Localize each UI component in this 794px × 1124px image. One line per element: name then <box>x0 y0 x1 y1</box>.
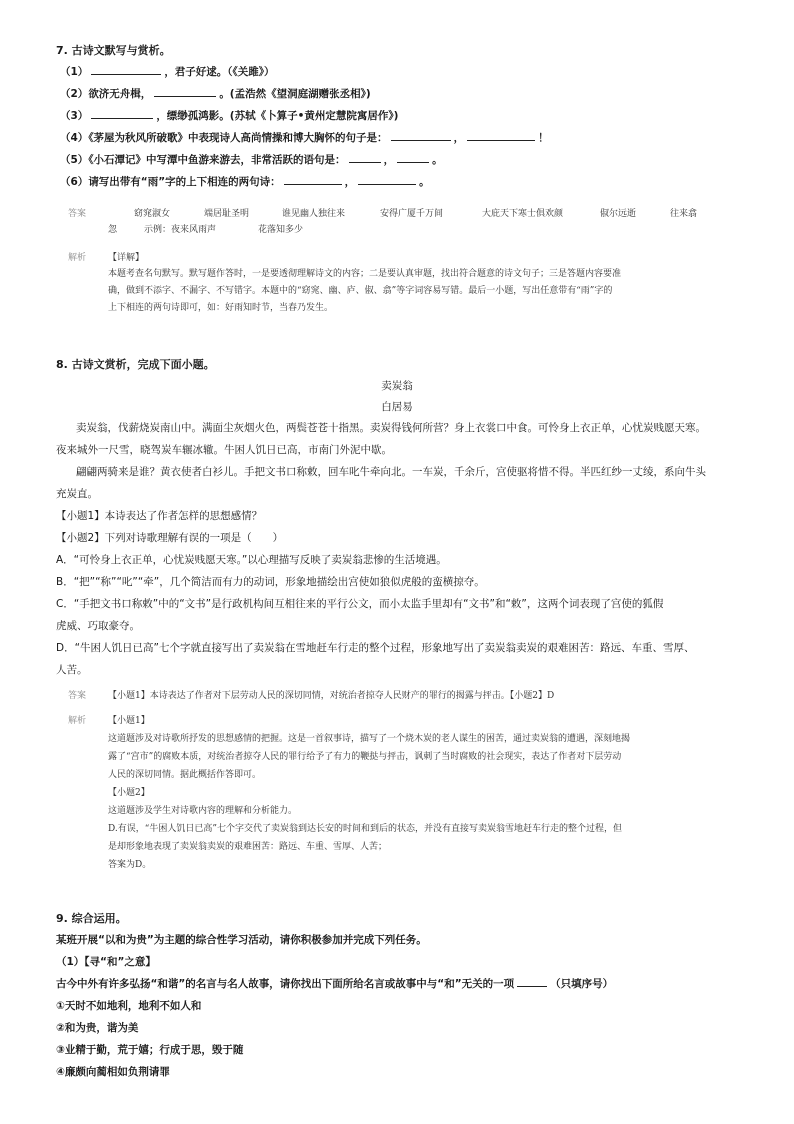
q7-item-4-mid: ， <box>453 132 465 144</box>
q7-item-4-before: 《茅屋为秋风所破歌》中表现诗人高尚情操和博大胸怀的句子是： <box>88 132 388 144</box>
q7-analysis-head: 【详解】 <box>108 253 145 263</box>
q7-item-6-mid: ， <box>344 176 356 188</box>
q7-item-5-after: 。 <box>432 154 443 166</box>
q7-answer-label: 答案 <box>68 209 87 219</box>
q7-item-4-blank-2[interactable] <box>467 130 535 141</box>
q7-item-6-blank-1[interactable] <box>284 174 342 185</box>
q7-answer-2: 谁见幽人独往来 <box>282 209 346 219</box>
q7-item-5-mid: ， <box>383 154 395 166</box>
q8-subquestion-1: 【小题1】本诗表达了作者怎样的思想感情？ <box>56 510 263 522</box>
q9-title: 9. 综合运用。 <box>56 912 127 925</box>
q7-item-6-blank-2[interactable] <box>358 174 416 185</box>
q9-option-4: ④廉颇向蔺相如负荆请罪 <box>56 1066 170 1078</box>
q7-item-5-blank-2[interactable] <box>397 152 429 163</box>
q7-title: 7. 古诗文默写与赏析。 <box>56 44 171 57</box>
q8-option-c[interactable]: C．“手把文书口称敕”中的“文书”是行政机构间互相往来的平行公文，而小太监手里却有“文书”和“敕”，这两个词表现了宫使的狐假 <box>56 598 664 610</box>
q7-item-2 <box>60 86 371 101</box>
q7-item-6-num: （6） <box>60 176 89 188</box>
q7-analysis-line-2: 确，做到不添字、不漏字、不写错字。本题中的“窈窕、幽、庐、俶、翕”等字词容易写错。最后一小题，写出任意带有“雨”字的 <box>108 286 613 296</box>
q8-poem-line-1: 卖炭翁，伐薪烧炭南山中。满面尘灰烟火色，两鬓苍苍十指黑。卖炭得钱何所营？身上衣裳口中食。可怜身上衣正单，心忧炭贱愿天寒。 <box>76 422 706 434</box>
q8-analysis-line-8: 是却形象地表现了卖炭翁卖炭的艰难困苦：路远、车重、雪厚、人苦； <box>108 842 388 852</box>
q9-prompt <box>56 976 613 991</box>
q7-item-1 <box>60 64 275 79</box>
q8-analysis-line-9: 答案为D。 <box>108 860 152 870</box>
q7-item-4-after: ！ <box>538 132 549 144</box>
q7-answer-0: 窈窕淑女 <box>134 209 171 219</box>
q7-analysis-line-3: 上下相连的两句诗即可，如：好雨知时节，当春乃发生。 <box>108 303 334 313</box>
q9-option-3: ③业精于勤，荒于嬉；行成于思，毁于随 <box>56 1044 244 1056</box>
q7-item-3-blank[interactable] <box>91 108 153 119</box>
q7-answer-7: 忽 <box>108 225 118 235</box>
q8-analysis-line-2: 这道题涉及对诗歌所抒发的思想感情的把握。这是一首叙事诗，描写了一个烧木炭的老人谋生的困苦，通过卖炭翁的遭遇，深刻地揭 <box>108 734 631 744</box>
q7-item-1-blank[interactable] <box>91 64 161 75</box>
q7-item-5-blank-1[interactable] <box>349 152 381 163</box>
q8-option-a[interactable]: A．“可怜身上衣正单，心忧炭贱愿天寒。”以心理描写反映了卖炭翁悲惨的生活境遇。 <box>56 554 447 566</box>
q8-analysis-line-1: 【小题1】 <box>108 716 150 726</box>
q9-prompt-before: 古今中外有许多弘扬“和谐”的名言与名人故事，请你找出下面所给名言或故事中与“和”无关的一项 <box>56 978 515 990</box>
q7-item-5-before: 《小石潭记》中写潭中鱼游来游去，非常活跃的语句是： <box>88 154 346 166</box>
q8-poem-line-3: 翩翩两骑来是谁？黄衣使者白衫儿。手把文书口称敕，回车叱牛牵向北。一车炭，千余斤，宫使驱将惜不得。半匹红纱一丈绫，系向牛头 <box>76 466 706 478</box>
q7-item-1-after: ，君子好逑。（《关雎》） <box>164 66 275 78</box>
q8-analysis-line-5: 【小题2】 <box>108 788 150 798</box>
q7-item-4 <box>60 130 549 145</box>
q9-answer-blank[interactable] <box>517 976 547 987</box>
q9-option-1: ①天时不如地利，地利不如人和 <box>56 1000 202 1012</box>
q8-analysis-line-6: 这道题涉及学生对诗歌内容的理解和分析能力。 <box>108 806 298 816</box>
q7-item-2-num: （2） <box>60 88 89 100</box>
q8-answer-text: 【小题1】本诗表达了作者对下层劳动人民的深切同情，对统治者掠夺人民财产的罪行的揭露与抨击。【小题2】D <box>108 691 555 701</box>
q7-item-2-after: 。(孟浩然《望洞庭湖赠张丞相》) <box>219 88 371 100</box>
q9-intro: 某班开展“以和为贵”为主题的综合性学习活动，请你积极参加并完成下列任务。 <box>56 934 427 946</box>
q7-item-3 <box>60 108 398 123</box>
q7-item-2-blank[interactable] <box>154 86 216 97</box>
q9-prompt-after: （只填序号） <box>550 978 614 990</box>
q8-title: 8. 古诗文赏析，完成下面小题。 <box>56 358 215 371</box>
q7-analysis-line-1: 本题考查名句默写。默写题作答时，一是要透彻理解诗文的内容；二是要认真审题，找出符合题意的诗文句子；三是答题内容要准 <box>108 269 622 279</box>
q7-item-5-num: （5） <box>60 154 89 166</box>
q7-item-6-after: 。 <box>419 176 430 188</box>
q8-option-c-cont: 虎威、巧取豪夺。 <box>56 620 140 632</box>
q7-item-3-num: （3） <box>60 110 89 122</box>
q7-answer-8: 示例：夜来风雨声 <box>144 225 217 235</box>
q8-option-d[interactable]: D．“牛困人饥日已高”七个字就直接写出了卖炭翁在雪地赶车行走的整个过程，形象地写出了卖炭翁卖炭的艰难困苦：路远、车重、雪厚、 <box>56 642 695 654</box>
q8-analysis-line-4: 人民的深切同情。据此概括作答即可。 <box>108 770 262 780</box>
q7-answer-3: 安得广厦千万间 <box>380 209 444 219</box>
q7-item-6-before: 请写出带有“雨”字的上下相连的两句诗： <box>88 176 281 188</box>
q7-item-1-num: （1） <box>60 66 89 78</box>
q7-item-2-before: 欲济无舟楫， <box>88 88 152 100</box>
q7-answer-1: 端居耻圣明 <box>204 209 250 219</box>
q7-answer-5: 俶尔远逝 <box>600 209 637 219</box>
q9-option-2: ②和为贵，谐为美 <box>56 1022 139 1034</box>
q7-answer-4: 大庇天下寒士俱欢颜 <box>482 209 564 219</box>
q7-item-5 <box>60 152 443 167</box>
q8-poem-line-4: 充炭直。 <box>56 488 98 500</box>
q8-option-b[interactable]: B．“把”“称”“叱”“牵”，几个简洁而有力的动词，形象地描绘出宫使如狼似虎般的蛮横掠夺。 <box>56 576 485 588</box>
q8-analysis-label: 解析 <box>68 716 87 726</box>
q8-analysis-line-3: 露了“宫市”的腐败本质，对统治者掠夺人民的罪行给予了有力的鞭挞与抨击，讽刺了当时腐败的社会现实，表达了作者对下层劳动 <box>108 752 622 762</box>
q7-analysis-label: 解析 <box>68 253 87 263</box>
q7-answer-9: 花落知多少 <box>258 225 304 235</box>
q8-answer-label: 答案 <box>68 691 87 701</box>
q8-option-d-cont: 人苦。 <box>56 664 88 676</box>
q9-task-1: （1）【寻“和”之意】 <box>56 956 156 968</box>
q8-subquestion-2: 【小题2】下列对诗歌理解有误的一项是（ ） <box>56 532 284 544</box>
q8-poem-line-2: 夜来城外一尺雪，晓驾炭车辗冰辙。牛困人饥日已高，市南门外泥中歇。 <box>56 444 392 456</box>
q7-answer-6: 往来翕 <box>670 209 698 219</box>
q7-item-6 <box>60 174 430 189</box>
q8-analysis-line-7: D.有误，“牛困人饥日已高”七个字交代了卖炭翁到达长安的时间和到后的状态，并没有直接写卖炭翁雪地赶车行走的整个过程，但 <box>108 824 622 834</box>
q8-poem-title: 卖炭翁 <box>381 380 413 392</box>
q7-item-4-num: （4） <box>60 132 89 144</box>
q8-poem-author: 白居易 <box>381 401 413 413</box>
q7-item-3-after: ，缥缈孤鸿影。(苏轼《卜算子•黄州定慧院寓居作》) <box>156 110 399 122</box>
q7-item-4-blank-1[interactable] <box>391 130 451 141</box>
